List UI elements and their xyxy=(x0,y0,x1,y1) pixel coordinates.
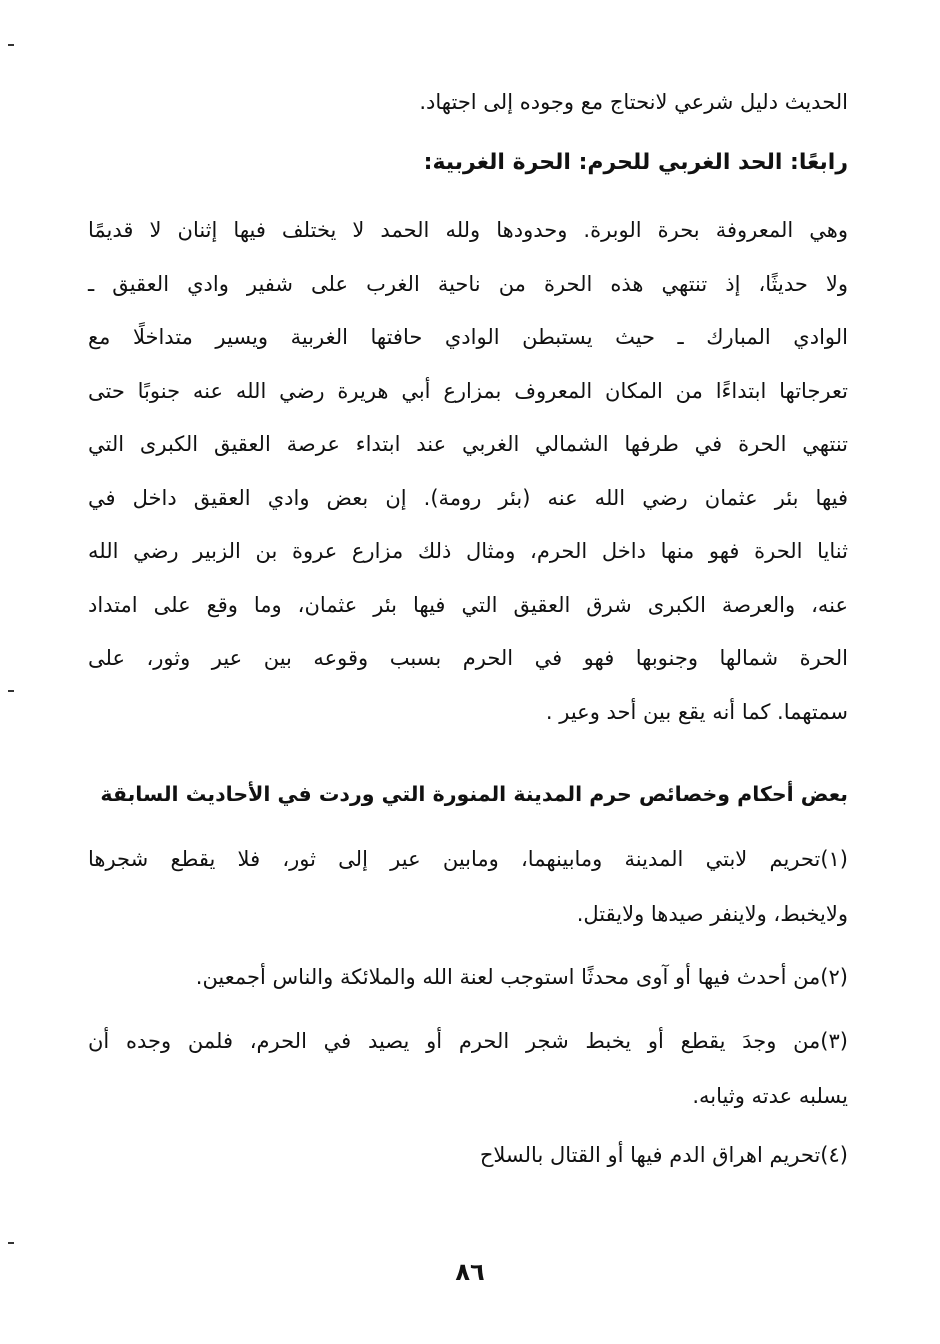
paragraph-line: تعرجاتها ابتداءًا من المكان المعروف بمزارع أبي هريرة رضي الله عنه جنوبًا حتى xyxy=(88,378,848,403)
scan-edge-mark xyxy=(8,690,14,692)
list-item xyxy=(88,1128,848,1183)
paragraph-line: ثنايا الحرة فهو منها داخل الحرم، ومثال ذلك مزارع عروة بن الزبير رضي الله xyxy=(88,539,848,563)
list-item-line: يسلبه عدته وثيابه. xyxy=(692,1084,848,1108)
scan-edge-mark xyxy=(8,44,14,46)
list-item-line: (٣)من وجدَ يقطع أو يخبط شجر الحرم أو يصيد في الحرم، فلمن وجده أن xyxy=(88,1029,848,1053)
list-item-line: (٢)من أحدث فيها أو آوى محدثًا استوجب لعنة الله والملائكة والناس أجمعين. xyxy=(195,965,848,989)
paragraph-line: الوادي المبارك ـ حيث يستبطن الوادي حافتها الغربية ويسير متداخلًا مع xyxy=(88,325,848,349)
paragraph-line: تنتهي الحرة في طرفها الشمالي الغربي عند ابتداء عرصة العقيق الكبرى التي xyxy=(88,432,848,456)
paragraph-line: فيها بئر عثمان رضي الله عنه (بئر رومة). إن بعض وادي العقيق داخل في xyxy=(88,485,848,510)
paragraph-line: ولا حديثًا، إذ تنتهي هذه الحرة من ناحية الغرب على شفير وادي العقيق ـ xyxy=(88,271,848,296)
list-item-line: ولايخبط، ولاينفر صيدها ولايقتل. xyxy=(576,902,848,926)
section-heading-rulings: بعض أحكام وخصائص حرم المدينة المنورة التي وردت في الأحاديث السابقة xyxy=(100,782,848,806)
scan-edge-mark xyxy=(8,1242,14,1244)
paragraph-western-boundary xyxy=(88,204,848,739)
list-item-line: (١)تحريم لابتي المدينة ومابينهما، ومابين عير إلى ثور، فلا يقطع شجرها xyxy=(88,847,848,871)
paragraph-line: وهي المعروفة بحرة الوبرة. وحدودها ولله الحمد لا يختلف فيها إثنان لا قديمًا xyxy=(88,218,848,242)
page-number: ٨٦ xyxy=(455,1258,485,1286)
section-heading-western-boundary: رابعًا: الحد الغربي للحرم: الحرة الغربية: xyxy=(423,150,848,175)
paragraph-intro xyxy=(88,76,848,130)
list-item xyxy=(88,950,848,1005)
list-item-line: (٤)تحريم اهراق الدم فيها أو القتال بالسلاح xyxy=(479,1143,848,1167)
paragraph-line: الحرة شمالها وجنوبها فهو في الحرم بسبب وقوعه بين عير وثور، على xyxy=(88,646,848,670)
list-item xyxy=(88,832,848,942)
paragraph-line: سمتهما. كما أنه يقع بين أحد وعير . xyxy=(545,699,848,724)
paragraph-line: عنه، والعرصة الكبرى شرق العقيق التي فيها بئر عثمان، وما وقع على امتداد xyxy=(88,592,848,617)
list-item xyxy=(88,1014,848,1124)
paragraph-line: الحديث دليل شرعي لانحتاج مع وجوده إلى اجتهاد. xyxy=(419,90,848,114)
